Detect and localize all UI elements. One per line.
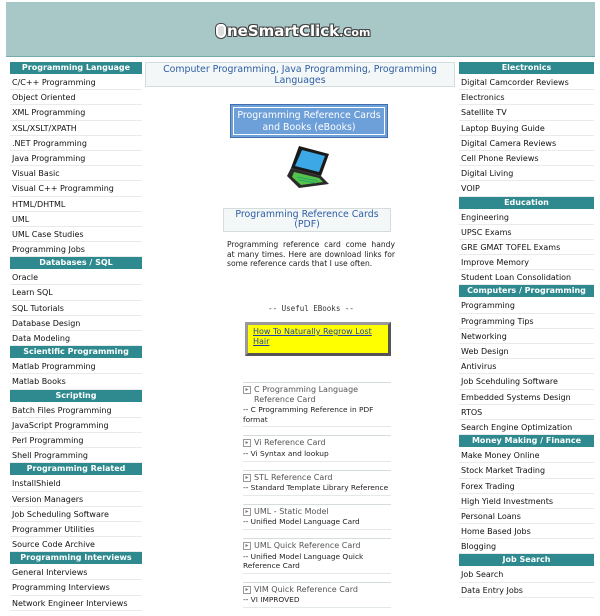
main-content — [145, 62, 455, 605]
reference-link[interactable] — [243, 582, 391, 595]
left-sidebar-link[interactable]: JavaScript Programming — [10, 418, 142, 433]
left-sidebar-link[interactable]: Visual Basic — [10, 166, 142, 181]
right-sidebar-link[interactable]: Job Scehduling Software — [459, 374, 594, 389]
reference-cards-title: Programming Reference Cards (PDF) — [223, 208, 391, 232]
reference-title: C Programming Language Reference Card — [254, 385, 359, 404]
right-sidebar-link[interactable]: Engineering — [459, 210, 594, 225]
left-sidebar-link[interactable]: Database Design — [10, 316, 142, 331]
arrow-icon: ▸ — [243, 439, 251, 447]
reference-item — [243, 504, 391, 530]
left-sidebar-link[interactable]: HTML/DHTML — [10, 197, 142, 212]
left-sidebar-link[interactable]: .NET Programming — [10, 136, 142, 151]
left-sidebar-link[interactable]: Programming Jobs — [10, 242, 142, 257]
ebooks-banner-label: Programming Reference Cards and Books (eBooks) — [233, 107, 385, 135]
left-sidebar-link[interactable]: General Interviews — [10, 565, 142, 580]
right-sidebar-section-heading: Education — [459, 197, 594, 209]
arrow-icon: ▸ — [243, 386, 251, 394]
logo-suffix: .Com — [339, 26, 371, 39]
right-sidebar-link[interactable]: Make Money Online — [459, 448, 594, 463]
left-sidebar-link[interactable]: SQL Tutorials — [10, 301, 142, 316]
arrow-icon: ▸ — [243, 542, 251, 550]
reference-list — [243, 382, 391, 616]
reference-description: -- Standard Template Library Reference — [243, 482, 391, 496]
site-header — [6, 2, 595, 57]
reference-title: STL Reference Card — [254, 472, 333, 482]
right-sidebar-link[interactable]: Digital Living — [459, 166, 594, 181]
left-sidebar-section-heading: Scripting — [10, 390, 142, 402]
reference-link[interactable] — [243, 435, 391, 448]
reference-link[interactable] — [243, 538, 391, 551]
reference-description: -- C Programming Reference in PDF format — [243, 404, 391, 427]
left-sidebar-link[interactable]: Java Programming — [10, 151, 142, 166]
left-sidebar-link[interactable]: Job Scheduling Software — [10, 507, 142, 522]
right-sidebar-link[interactable]: Blogging — [459, 539, 594, 554]
logo-text: neSmartClick — [227, 22, 340, 40]
arrow-icon: ▸ — [243, 474, 251, 482]
right-sidebar-link[interactable]: Job Search — [459, 567, 594, 582]
right-sidebar-link[interactable]: Personal Loans — [459, 509, 594, 524]
left-sidebar-link[interactable]: Shell Programming — [10, 448, 142, 463]
reference-description: -- Unified Model Language Quick Reference Card — [243, 551, 391, 574]
right-sidebar-link[interactable]: Programming — [459, 298, 594, 313]
right-sidebar-section-heading: Electronics — [459, 62, 594, 74]
mouse-icon — [216, 24, 226, 38]
left-sidebar-link[interactable]: Perl Programming — [10, 433, 142, 448]
left-sidebar-link[interactable]: C/C++ Programming — [10, 75, 142, 90]
reference-description: -- VI IMPROVED — [243, 594, 391, 608]
arrow-icon: ▸ — [243, 508, 251, 516]
right-sidebar — [459, 62, 594, 598]
right-sidebar-link[interactable]: GRE GMAT TOFEL Exams — [459, 240, 594, 255]
left-sidebar-link[interactable]: Programmer Utilities — [10, 522, 142, 537]
right-sidebar-link[interactable]: Cell Phone Reviews — [459, 151, 594, 166]
right-sidebar-link[interactable]: Web Design — [459, 344, 594, 359]
right-sidebar-link[interactable]: Forex Trading — [459, 479, 594, 494]
reference-title: VIM Quick Reference Card — [254, 584, 358, 594]
left-sidebar-link[interactable]: Version Managers — [10, 492, 142, 507]
left-sidebar-link[interactable]: Learn SQL — [10, 285, 142, 300]
reference-item — [243, 470, 391, 496]
right-sidebar-link[interactable]: Digital Camcorder Reviews — [459, 75, 594, 90]
right-sidebar-link[interactable]: VOIP — [459, 181, 594, 196]
left-sidebar-link[interactable]: UML — [10, 212, 142, 227]
intro-text: Programming reference card come handy at many times. Here are download links for some reference cards that I use often. — [227, 240, 395, 269]
left-sidebar-section-heading: Programming Related — [10, 463, 142, 475]
left-sidebar-section-heading: Programming Language — [10, 62, 142, 74]
reference-title: Vi Reference Card — [254, 438, 326, 448]
reference-title: UML Quick Reference Card — [254, 540, 361, 550]
left-sidebar-section-heading: Scientific Programming — [10, 346, 142, 358]
right-sidebar-link[interactable]: RTOS — [459, 405, 594, 420]
reference-item — [243, 435, 391, 461]
left-sidebar-link[interactable]: Object Oriented — [10, 90, 142, 105]
reference-item — [243, 582, 391, 608]
reference-link[interactable] — [243, 470, 391, 483]
right-sidebar-link[interactable]: Search Engine Optimization — [459, 420, 594, 435]
left-sidebar-link[interactable]: Network Engineer Interviews — [10, 596, 142, 611]
right-sidebar-section-heading: Computers / Programming — [459, 285, 594, 297]
reference-description: -- Vi Syntax and lookup — [243, 448, 391, 462]
left-sidebar-link[interactable]: XML Programming — [10, 105, 142, 120]
right-sidebar-link[interactable]: Laptop Buying Guide — [459, 121, 594, 136]
left-sidebar — [10, 62, 142, 611]
ebooks-banner[interactable] — [230, 104, 388, 138]
right-sidebar-link[interactable]: Student Loan Consolidation — [459, 270, 594, 285]
left-sidebar-link[interactable]: Matlab Books — [10, 374, 142, 389]
right-sidebar-link[interactable]: Data Entry Jobs — [459, 583, 594, 598]
right-sidebar-link[interactable]: Stock Market Trading — [459, 463, 594, 478]
left-sidebar-link[interactable]: Programming Interviews — [10, 580, 142, 595]
left-sidebar-link[interactable]: Matlab Programming — [10, 359, 142, 374]
left-sidebar-section-heading: Programming Interviews — [10, 552, 142, 564]
page-title: Computer Programming, Java Programming, Programming Languages — [145, 62, 455, 87]
left-sidebar-link[interactable]: XSL/XSLT/XPATH — [10, 121, 142, 136]
right-sidebar-link[interactable]: Home Based Jobs — [459, 524, 594, 539]
right-sidebar-section-heading: Money Making / Finance — [459, 435, 594, 447]
reference-title: UML - Static Model — [254, 506, 329, 516]
right-sidebar-section-heading: Job Search — [459, 554, 594, 566]
right-sidebar-link[interactable]: Satellite TV — [459, 105, 594, 120]
left-sidebar-link[interactable]: Oracle — [10, 270, 142, 285]
left-sidebar-link[interactable]: Data Modeling — [10, 331, 142, 346]
reference-description: -- Unified Model Language Card — [243, 516, 391, 530]
reference-link[interactable] — [243, 382, 391, 404]
right-sidebar-link[interactable]: Networking — [459, 329, 594, 344]
left-sidebar-link[interactable]: Source Code Archive — [10, 537, 142, 552]
reference-item — [243, 538, 391, 574]
reference-item — [243, 382, 391, 427]
arrow-icon: ▸ — [243, 586, 251, 594]
left-sidebar-link[interactable]: InstallShield — [10, 476, 142, 491]
left-sidebar-link[interactable]: Visual C++ Programming — [10, 181, 142, 196]
right-sidebar-link[interactable]: Embedded Systems Design — [459, 390, 594, 405]
left-sidebar-link[interactable]: UML Case Studies — [10, 227, 142, 242]
right-sidebar-link[interactable]: UPSC Exams — [459, 225, 594, 240]
reference-link[interactable] — [243, 504, 391, 517]
left-sidebar-link[interactable]: Batch Files Programming — [10, 403, 142, 418]
ad-link[interactable]: How To Naturally Regrow Lost Hair — [245, 322, 391, 356]
left-sidebar-section-heading: Databases / SQL — [10, 257, 142, 269]
laptop-icon — [285, 144, 335, 190]
useful-ebooks-label: -- Useful EBooks -- — [268, 304, 354, 313]
right-sidebar-link[interactable]: Programming Tips — [459, 314, 594, 329]
right-sidebar-link[interactable]: Electronics — [459, 90, 594, 105]
right-sidebar-link[interactable]: High Yield Investments — [459, 494, 594, 509]
right-sidebar-link[interactable]: Digital Camera Reviews — [459, 136, 594, 151]
site-logo[interactable] — [216, 22, 370, 40]
right-sidebar-link[interactable]: Antivirus — [459, 359, 594, 374]
right-sidebar-link[interactable]: Improve Memory — [459, 255, 594, 270]
